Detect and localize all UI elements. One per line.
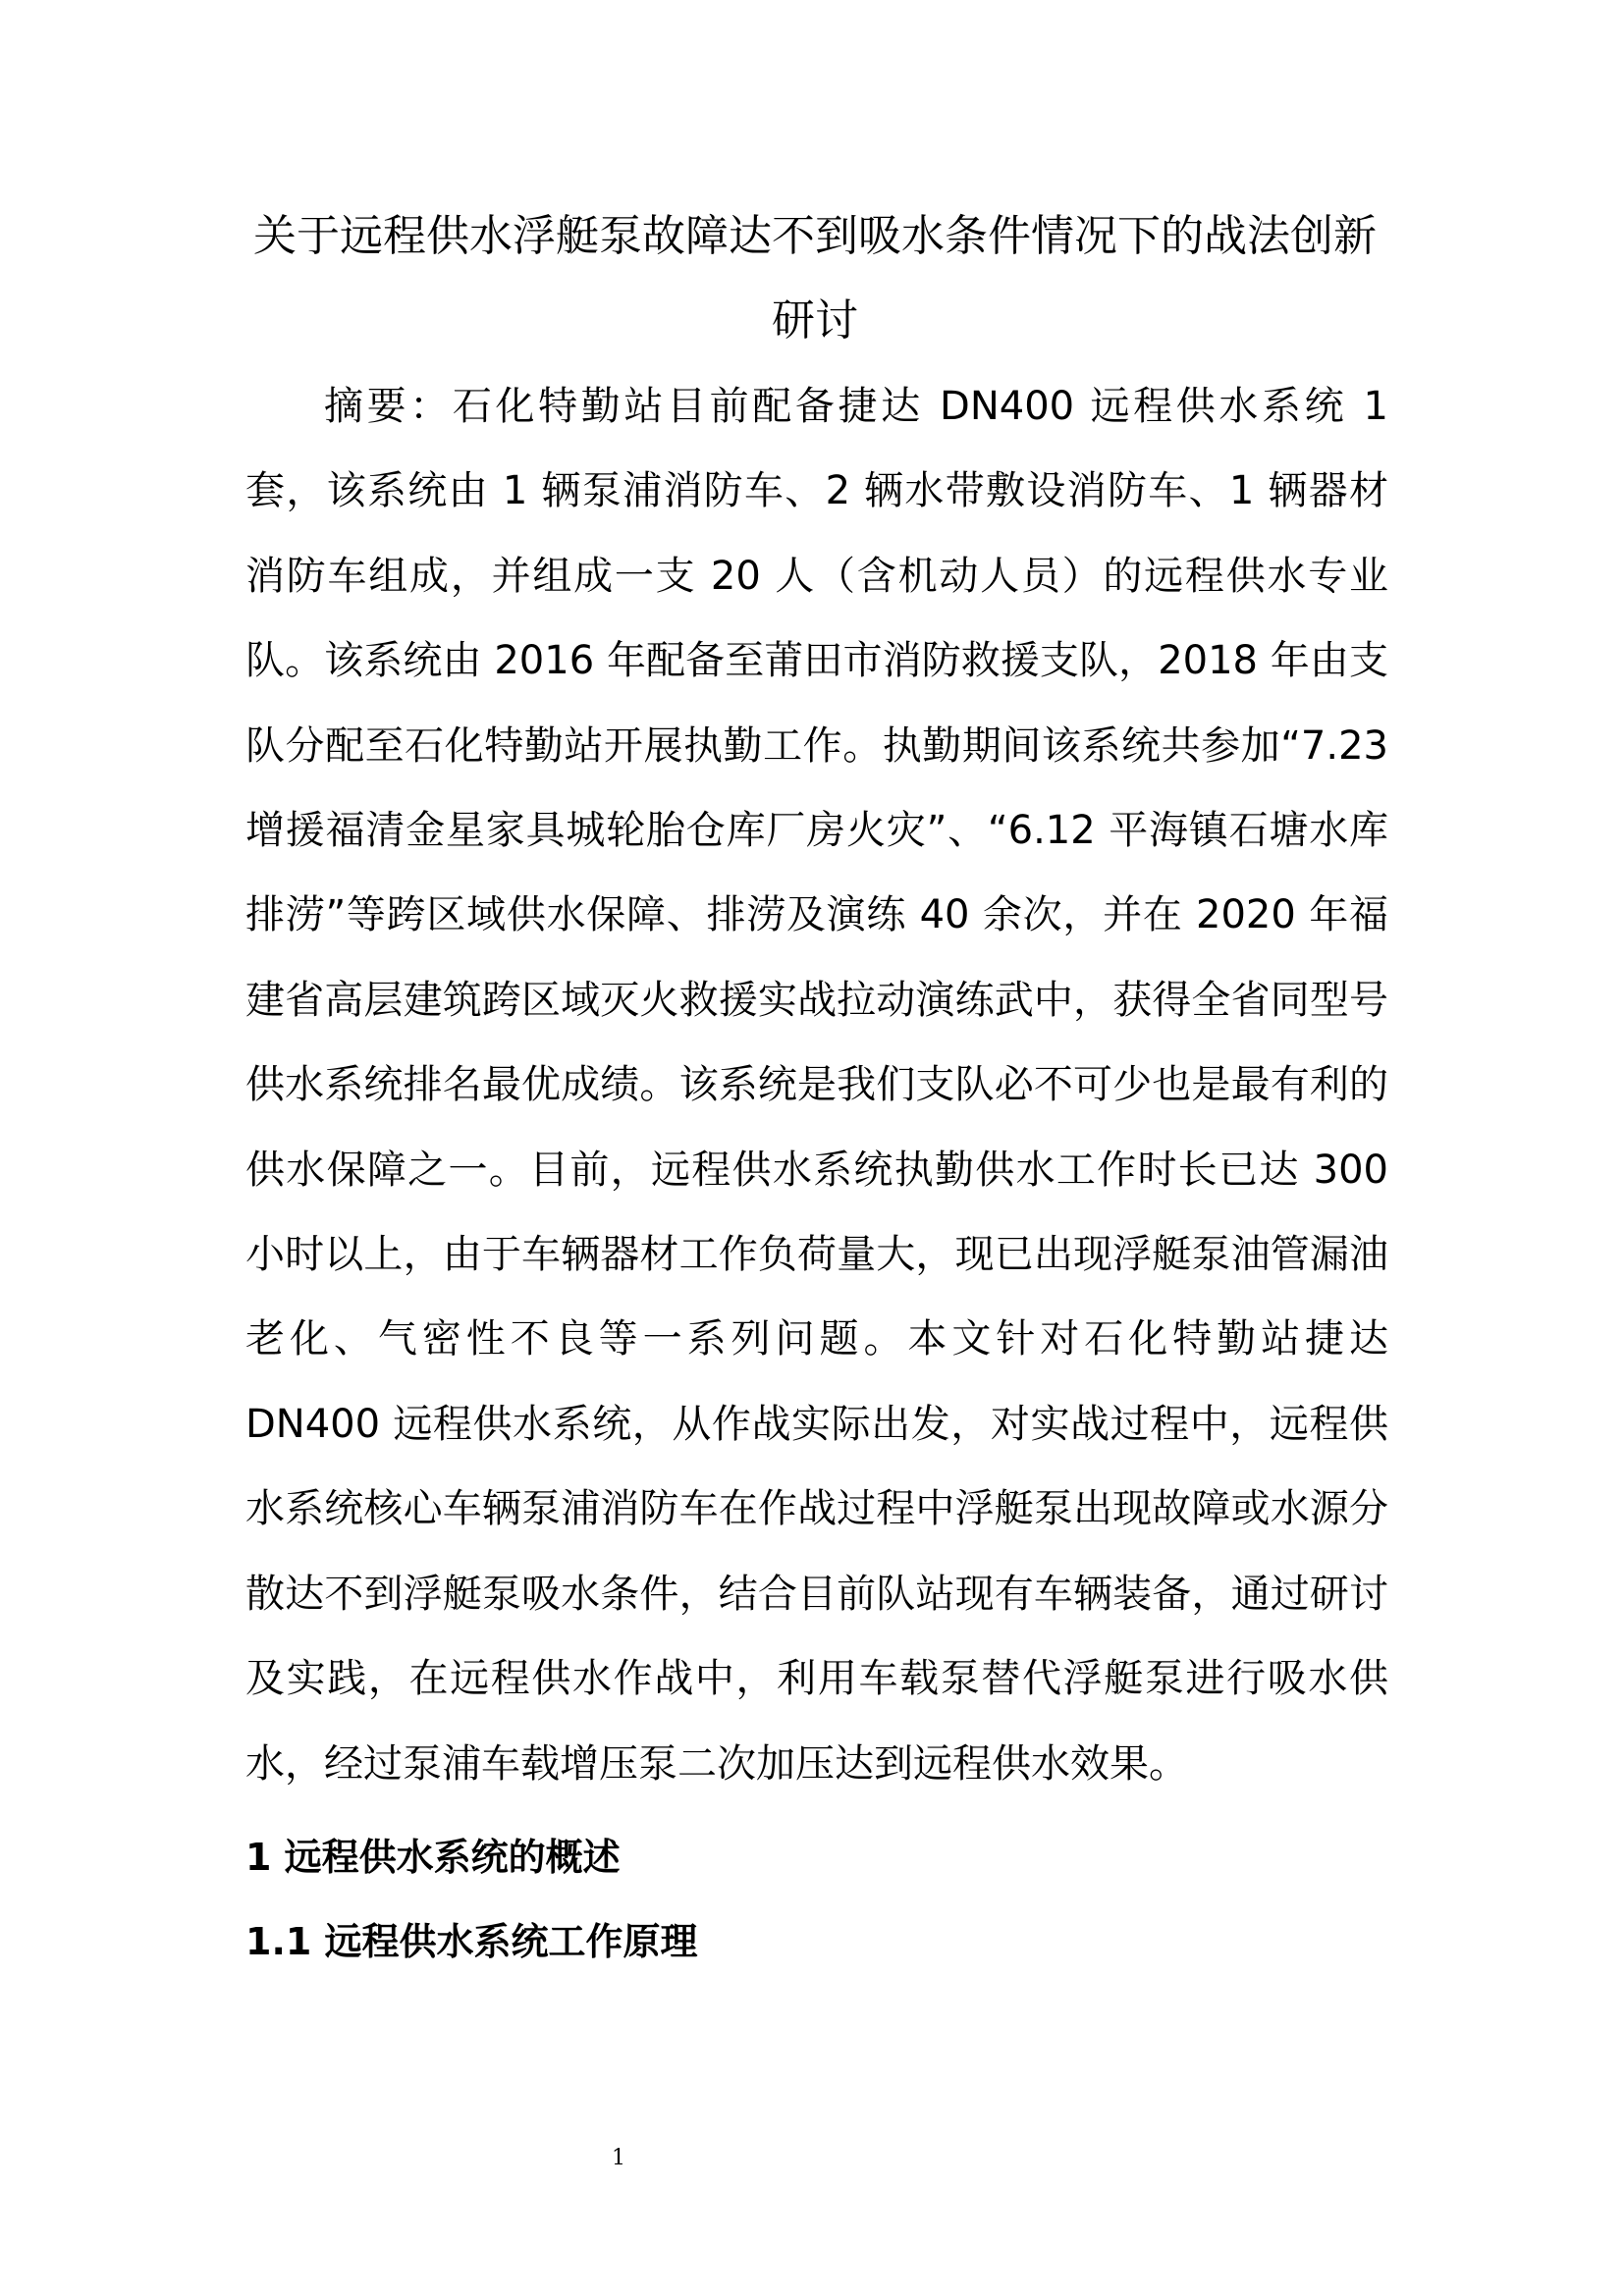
section-heading-1-1: 1.1 远程供水系统工作原理	[245, 1920, 698, 1963]
document-title: 关于远程供水浮艇泵故障达不到吸水条件情况下的战法创新研讨	[253, 211, 1377, 346]
page-number: 1	[612, 2146, 625, 2170]
section-heading-1: 1 远程供水系统的概述	[245, 1836, 621, 1879]
abstract-paragraph: 摘要：石化特勤站目前配备捷达 DN400 远程供水系统 1 套，该系统由 1 辆泵浦消防车、2 辆水带敷设消防车、1 辆器材消防车组成，并组成一支 20 人（含机动人员）的远程供水专业队。该系统由 2016 年配备至莆田市消防救援支队，2018 年由支队分配至石化特勤站开展执勤工作。执勤期间该系统共参加“7.23 增援福清金星家具城轮胎仓库厂房火灾”、“6.12 平海镇石塘水库排涝”等跨区域供水保障、排涝及演练 40 余次，并在 2020 年福建省高层建筑跨区域灭火救援实战拉动演练武中，获得全省同型号供水系统排名最优成绩。该系统是我们支队必不可少也是最有利的供水保障之一。目前，远程供水系统执勤供水工作时长已达 300 小时以上，由于车辆器材工作负荷量大，现已出现浮艇泵油管漏油老化、气密性不良等一系列问题。本文针对石化特勤站捷达 DN400 远程供水系统，从作战实际出发，对实战过程中，远程供水系统核心车辆泵浦消防车在作战过程中浮艇泵出现故障或水源分散达不到浮艇泵吸水条件，结合目前队站现有车辆装备，通过研讨及实践，在远程供水作战中，利用车载泵替代浮艇泵进行吸水供水，经过泵浦车载增压泵二次加压达到远程供水效果。	[245, 384, 1388, 1787]
